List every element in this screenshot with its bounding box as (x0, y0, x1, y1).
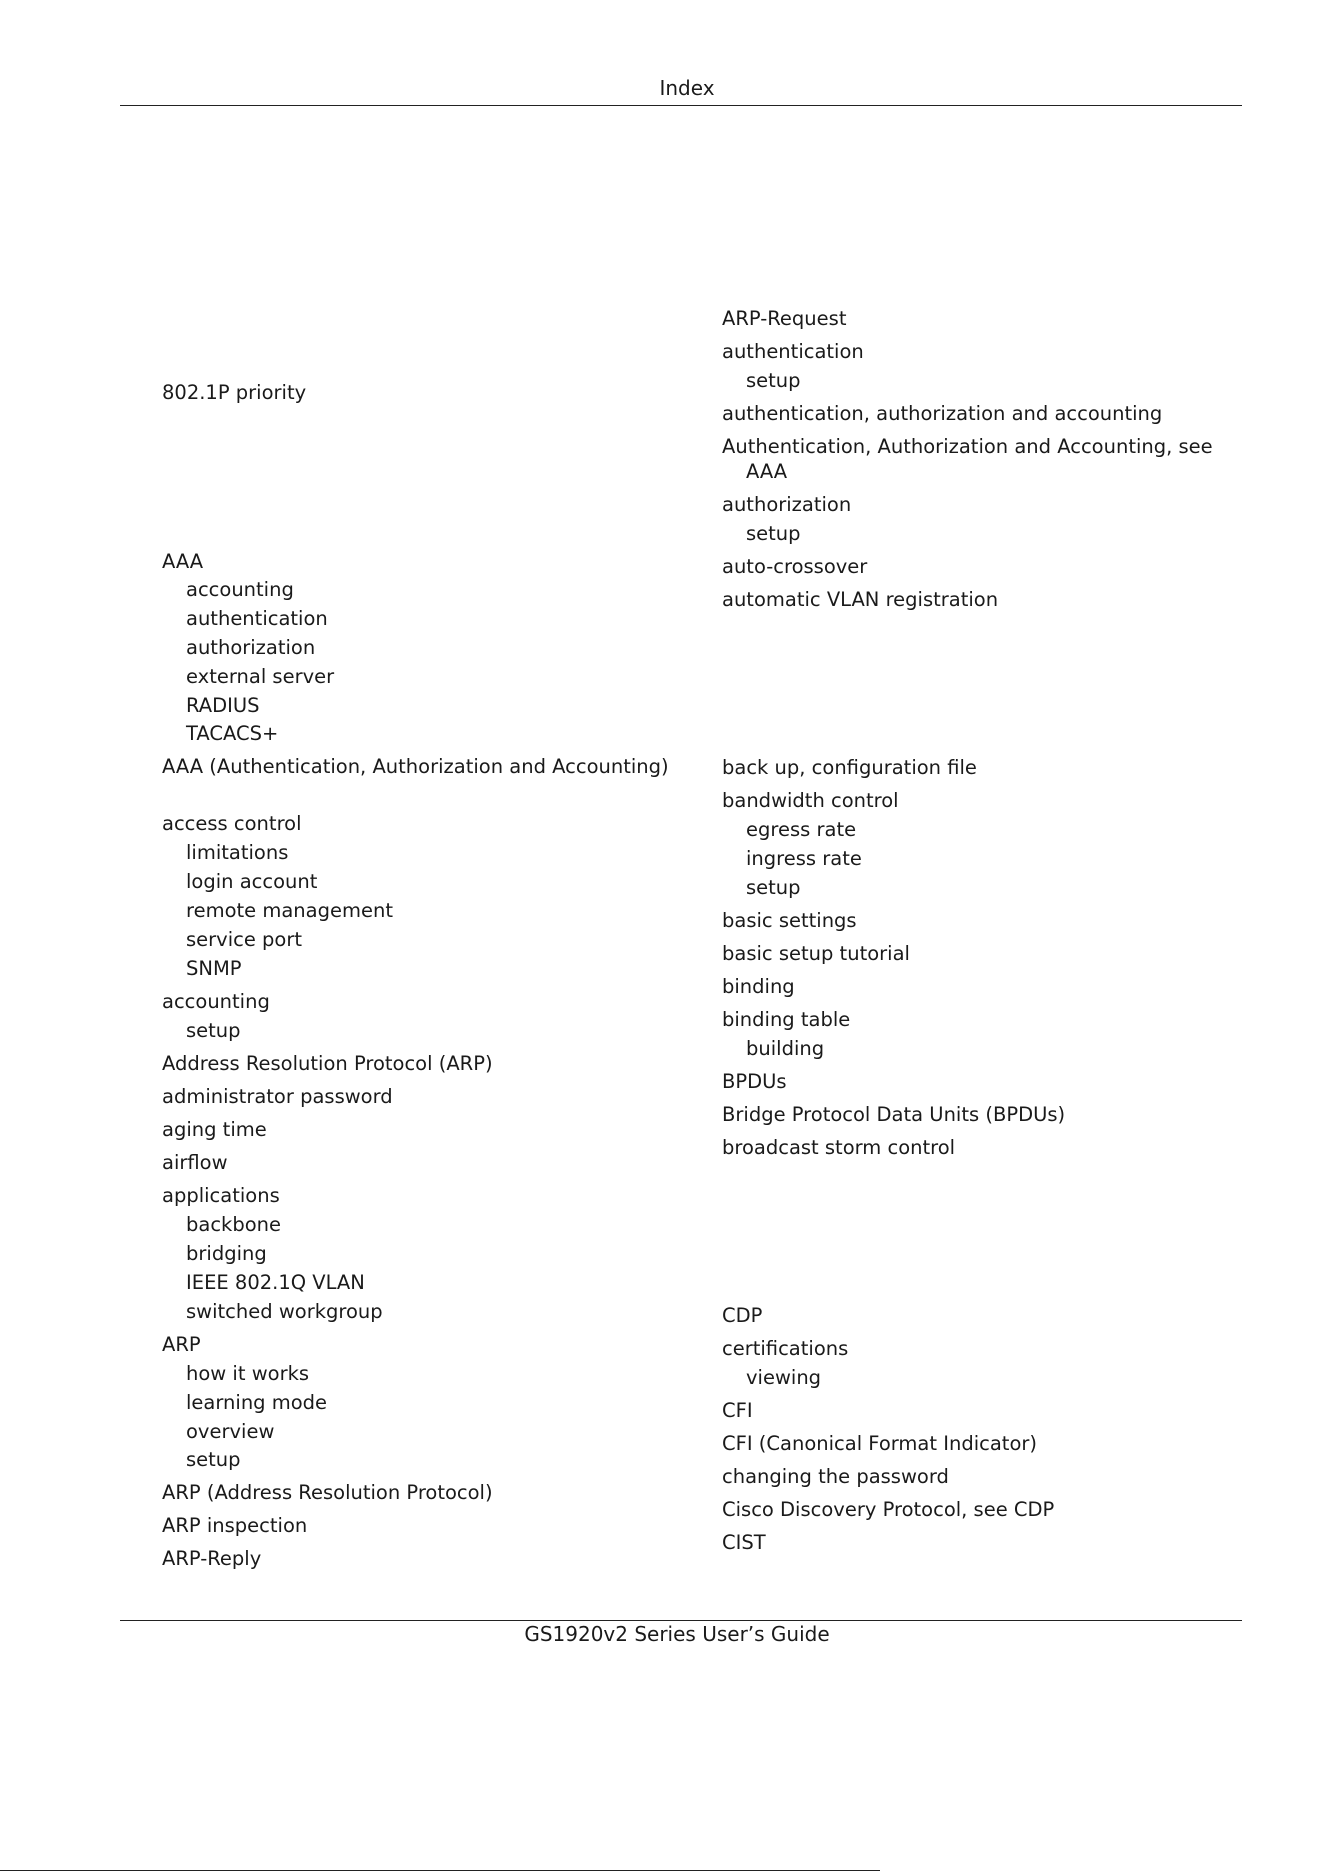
index-entry: BPDUs (722, 1070, 787, 1093)
index-subentry: TACACS+ (186, 722, 279, 745)
index-entry: Bridge Protocol Data Units (BPDUs) (722, 1103, 1066, 1126)
index-subentry: overview (186, 1420, 275, 1443)
index-subentry: IEEE 802.1Q VLAN (186, 1271, 365, 1294)
index-subentry: egress rate (746, 818, 857, 841)
header-rule (120, 105, 1242, 106)
index-entry: ARP-Request (722, 307, 847, 330)
index-subentry: authentication (186, 607, 328, 630)
index-subentry: setup (186, 1448, 241, 1471)
index-subentry: limitations (186, 841, 289, 864)
index-subentry: bridging (186, 1242, 267, 1265)
index-subentry: ingress rate (746, 847, 862, 870)
index-entry: CDP (722, 1304, 763, 1327)
index-entry: Cisco Discovery Protocol, see CDP (722, 1498, 1055, 1521)
index-subentry: viewing (746, 1366, 822, 1389)
index-entry: Authentication, Authorization and Accounting, see (722, 435, 1213, 458)
index-subentry: switched workgroup (186, 1300, 383, 1323)
index-subentry: RADIUS (186, 694, 260, 717)
index-entry: AAA (162, 550, 204, 573)
index-entry: broadcast storm control (722, 1136, 956, 1159)
index-entry: access control (162, 812, 302, 835)
index-entry: ARP inspection (162, 1514, 308, 1537)
page-header-title: Index (659, 76, 715, 100)
index-entry: 802.1P priority (162, 381, 307, 404)
index-entry: basic settings (722, 909, 857, 932)
index-entry: binding table (722, 1008, 851, 1031)
index-entry: bandwidth control (722, 789, 899, 812)
index-entry: airflow (162, 1151, 228, 1174)
index-entry: changing the password (722, 1465, 949, 1488)
index-subentry: accounting (186, 578, 294, 601)
index-subentry: external server (186, 665, 335, 688)
index-entry: CIST (722, 1531, 766, 1554)
index-entry: AAA (Authentication, Authorization and Accounting) (162, 755, 669, 778)
index-entry: back up, configuration file (722, 756, 977, 779)
index-entry: basic setup tutorial (722, 942, 910, 965)
index-entry: certifications (722, 1337, 849, 1360)
index-entry: accounting (162, 990, 270, 1013)
footer-rule (120, 1620, 1242, 1621)
index-entry: administrator password (162, 1085, 393, 1108)
index-subentry: setup (746, 876, 801, 899)
index-entry: binding (722, 975, 795, 998)
index-entry: ARP (Address Resolution Protocol) (162, 1481, 493, 1504)
page-footer-text: GS1920v2 Series User’s Guide (524, 1622, 830, 1646)
index-entry: aging time (162, 1118, 267, 1141)
index-subentry: learning mode (186, 1391, 328, 1414)
index-subentry: authorization (186, 636, 316, 659)
index-subentry: how it works (186, 1362, 310, 1385)
bottom-edge-rule (0, 1870, 880, 1871)
index-entry: automatic VLAN registration (722, 588, 999, 611)
index-subentry: AAA (746, 460, 788, 483)
index-subentry: service port (186, 928, 303, 951)
index-subentry: building (746, 1037, 825, 1060)
index-subentry: setup (746, 522, 801, 545)
index-subentry: SNMP (186, 957, 242, 980)
index-entry: ARP (162, 1333, 201, 1356)
index-subentry: setup (746, 369, 801, 392)
index-entry: authentication, authorization and accounting (722, 402, 1163, 425)
index-subentry: setup (186, 1019, 241, 1042)
index-entry: applications (162, 1184, 280, 1207)
index-entry: CFI (722, 1399, 753, 1422)
index-entry: authentication (722, 340, 864, 363)
index-subentry: login account (186, 870, 318, 893)
index-subentry: backbone (186, 1213, 282, 1236)
index-entry: CFI (Canonical Format Indicator) (722, 1432, 1037, 1455)
index-entry: authorization (722, 493, 852, 516)
index-entry: Address Resolution Protocol (ARP) (162, 1052, 493, 1075)
index-entry: auto-crossover (722, 555, 868, 578)
index-subentry: remote management (186, 899, 393, 922)
index-entry: ARP-Reply (162, 1547, 262, 1570)
